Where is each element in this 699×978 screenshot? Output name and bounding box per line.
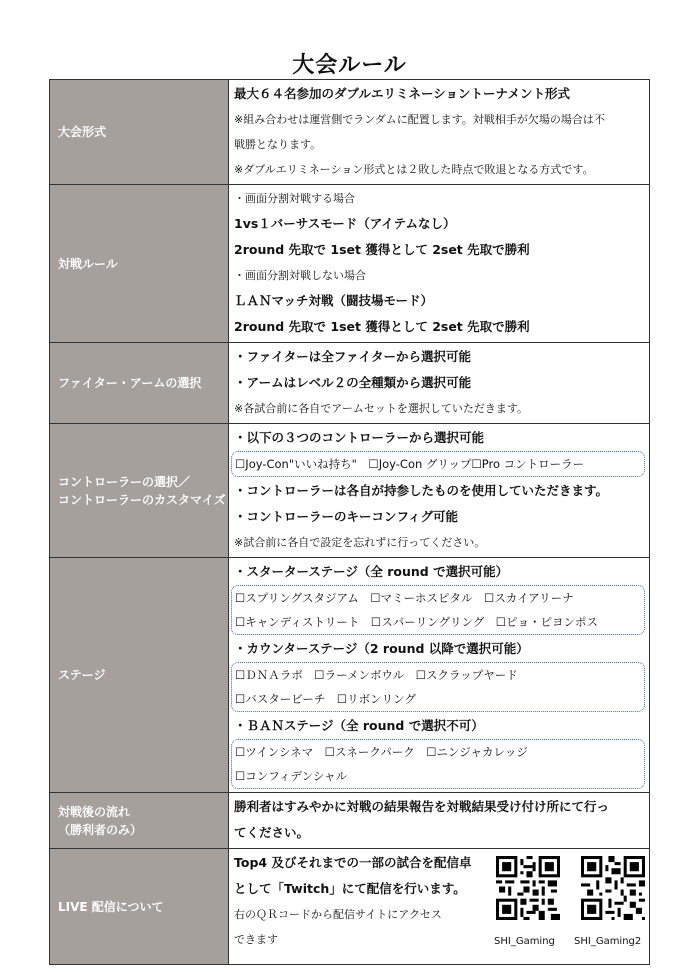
row-content <box>229 849 650 965</box>
text-line: ※各試合前に各自でアームセットを選択していただきます。 <box>234 402 529 415</box>
controller-options: ☐Joy-Con"いいね持ち" ☐Joy-Con グリップ☐Pro コントローラー <box>235 457 585 471</box>
ban-stage-title: ・ＢＡＮステージ（全 round で選択不可） <box>234 718 484 733</box>
starter-stage-title: ・スターターステージ（全 round で選択可能） <box>234 564 509 579</box>
text-line: ・コントローラーのキーコンフィグ可能 <box>234 509 459 524</box>
stage-list: ☐スプリングスタジアム ☐マミーホスピタル ☐スカイアリーナ <box>235 591 574 605</box>
text-line: ・コントローラーは各自が持参したものを使用していただきます。 <box>234 483 609 498</box>
label-line: （勝利者のみ） <box>58 822 143 837</box>
row-label: ファイター・アームの選択 <box>50 343 229 424</box>
row-content <box>229 80 650 185</box>
text-line: てください。 <box>234 825 310 840</box>
row-match-rules <box>50 185 650 343</box>
text-line: ※試合前に各自で設定を忘れずに行ってください。 <box>234 536 486 549</box>
text-line: ※ダブルエリミネーション形式とは２敗した時点で敗退となる方式です。 <box>234 163 594 176</box>
row-label: ステージ <box>50 558 229 793</box>
starter-stage-box <box>231 585 645 635</box>
row-format <box>50 80 650 185</box>
qr-caption: SHI_Gaming2 <box>574 936 642 947</box>
text-line: 2round 先取で 1set 獲得として 2set 先取で勝利 <box>234 242 530 257</box>
qr-caption: SHI_Gaming <box>494 936 555 947</box>
row-post-match <box>50 793 650 849</box>
text-line: できます <box>234 933 278 946</box>
ban-stage-box <box>231 739 645 789</box>
label-line: コントローラーのカスタマイズ <box>58 492 226 507</box>
row-controller <box>50 424 650 558</box>
text-line: 勝利者はすみやかに対戦の結果報告を対戦結果受け付け所にて行っ <box>234 799 610 814</box>
stage-list: ☐キャンディストリート ☐スパーリングリング ☐ピョ・ピヨンポス <box>235 615 599 629</box>
row-content <box>229 558 650 793</box>
row-content <box>229 185 650 343</box>
row-live <box>50 849 650 965</box>
label-line: 対戦後の流れ <box>58 804 131 819</box>
stage-list: ☐ＤＮＡラボ ☐ラーメンボウル ☐スクラップヤード <box>235 668 518 682</box>
page-title: 大会ルール <box>292 53 407 78</box>
text-line: 右のＱＲコードから配信サイトにアクセス <box>234 908 442 921</box>
counter-stage-title: ・カウンターステージ（2 round 以降で選択可能） <box>234 641 529 656</box>
live-content <box>234 850 645 962</box>
row-label <box>50 793 229 849</box>
text-line: ＬＡＮマッチ対戦（闘技場モード） <box>234 293 434 308</box>
row-content <box>229 424 650 558</box>
text-line: ・画面分割対戦しない場合 <box>234 269 366 282</box>
text-line: ・アームはレベル２の全種類から選択可能 <box>234 375 472 390</box>
row-label: LIVE 配信について <box>50 849 229 965</box>
row-label: 対戦ルール <box>50 185 229 343</box>
row-content <box>229 343 650 424</box>
text-line: 最大６４名参加のダブルエリミネーショントーナメント形式 <box>234 86 571 101</box>
text-line: 戦勝となります。 <box>234 138 322 151</box>
stage-list: ☐ツインシネマ ☐スネークパーク ☐ニンジャカレッジ <box>235 745 528 759</box>
text-line: ・画面分割対戦する場合 <box>234 192 355 205</box>
text-line: として「Twitch」にて配信を行います。 <box>234 881 466 896</box>
text-line: ※組み合わせは運営側でランダムに配置します。対戦相手が欠場の場合は不 <box>234 113 605 126</box>
counter-stage-box <box>231 662 645 712</box>
qr-code-icon[interactable] <box>496 856 560 920</box>
text-line: 2round 先取で 1set 獲得として 2set 先取で勝利 <box>234 319 530 334</box>
label-line: コントローラーの選択／ <box>58 474 191 489</box>
stage-list: ☐バスタービーチ ☐リボンリング <box>235 692 416 706</box>
row-content <box>229 793 650 849</box>
qr-code-icon[interactable] <box>581 856 645 920</box>
text-line: Top4 及びそれまでの一部の試合を配信卓 <box>234 855 472 870</box>
text-line: ・ファイターは全ファイターから選択可能 <box>234 349 472 364</box>
rules-table <box>49 79 650 965</box>
row-stage <box>50 558 650 793</box>
stage-list: ☐コンフィデンシャル <box>235 769 348 783</box>
text-line: ・以下の３つのコントローラーから選択可能 <box>234 430 485 445</box>
text-line: 1vs１バーサスモード（アイテムなし） <box>234 216 456 231</box>
row-label: 大会形式 <box>50 80 229 185</box>
row-label <box>50 424 229 558</box>
row-fighter-arm <box>50 343 650 424</box>
controller-options-box <box>231 451 645 477</box>
